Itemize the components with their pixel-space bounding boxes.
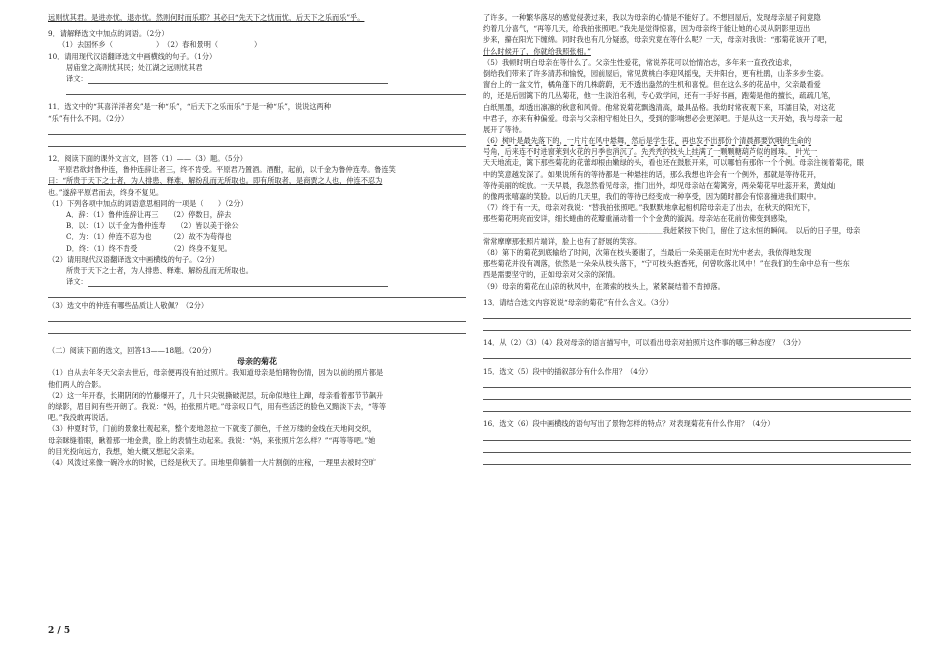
story-line-underlined: 号角，后来连不时进窗莱到火花的月季也消沉了。先秃秃的枝头上挂满了一颗颗糖葫芦似的圆珠。 叶光一	[483, 147, 818, 157]
answer-line[interactable]	[66, 84, 466, 95]
q12-option-b: B．以：（1）以千金为鲁仲连寿 （2）皆以美于徐公	[66, 221, 239, 231]
story-line: 等待美丽的绽放。一天早晨，我忽然看见母亲，推门出外，却见母亲站在菊篱旁，两朵菊花早吐蕊开来，黄灿灿	[483, 180, 836, 190]
story-line: 约着几分喜气，“再等几天，给我拍张照吧。”我先是觉得惊喜，因为母亲终于能让她的心灵从阴影里迈出	[483, 24, 811, 34]
answer-line[interactable]	[48, 124, 466, 135]
q12-sub2-sentence: 所贵于天下之士者，为人排患、释难、解纷乱而无所取也。	[66, 265, 253, 275]
left-column	[48, 12, 466, 468]
story-line: （3）仲夏时节，门前的景象壮观起来，整个麦地忽拉一下就变了颜色，千丝万缕的金线在天地间交织，	[48, 424, 377, 434]
q11-line1: 11．选文中的“其喜洋洋者矣”是一种“乐”，“后天下之乐而乐”于是一种“乐”，说说这两种	[48, 102, 331, 112]
answer-line[interactable]	[483, 377, 911, 388]
q11-line2: “乐”有什么不同。（2分）	[48, 113, 129, 123]
q12-heading: 12．阅读下面的课外文言文，回答（1）——（3）题。（5分）	[48, 154, 247, 164]
answer-line[interactable]	[483, 454, 911, 465]
answer-line[interactable]	[483, 430, 911, 441]
story-line-underlined: （6）树叶是最先落下的，一片片在风中悬舞，然后是学生花，再也发不出那份个清晨都要饮哦的生命的	[483, 136, 812, 146]
q14-heading: 14．从（2）（3）（4）段对母亲的语言描写中，可以看出母亲对拍照片这件事的哪三种态度？（3分）	[483, 338, 806, 348]
story-line: 西是需要坚守的，正如母亲对父亲的深情。	[483, 270, 620, 280]
story-line: 吧。”我没敢再说话。	[48, 413, 113, 423]
q12-option-d: D．终：（1）终不肯受 （2）终身不复见。	[66, 243, 232, 253]
answer-line[interactable]	[483, 442, 911, 453]
q9-heading: 9．请解释选文中加点的词语。（2分）	[48, 29, 169, 39]
story-line: （5）我顿时明白母亲在等什么了。父亲生性爱花，常说养花可以怡情冶志，多年来一直孜孜追求，	[483, 57, 797, 67]
story-line: 的，还是后园篱下的几丛菊花，他一生淡泊名利，专心致学问，还有一手好书画，跑菊是他的擅长，疏疏几笔，	[483, 91, 836, 101]
q10-heading: 10．请用现代汉语翻译选文中画横线的句子。（1分）	[48, 51, 217, 61]
right-column	[483, 12, 911, 466]
story-line: 的绿影，眉目间有些开朗了。我说：“妈，拍张照片吧。”母亲叹口气，用有些活泛的脸色又黯淡下去，“等等	[48, 402, 387, 411]
q12-translation-label: 译文：	[48, 276, 466, 287]
story-line: 倒给我们带来了许多清苏和愉悦，园前屋后，常见黄桃白李迎风摇曳，天井阳台，更有杜鹃，山茶多步生姿。	[483, 68, 829, 78]
passage-tail: 远则忧其君。是进亦忧，退亦忧。然则何时而乐耶？其必曰“先天下之忧而忧，后天下之乐而乐”乎。	[48, 13, 365, 22]
story-line: 的像两张嘻嘉的笑脸。以后的几天里，我们的等待已经变成一种享受，因为随时都会有惊喜撞进我们眼中。	[483, 192, 821, 201]
story-line: 他们两人的合影。	[48, 379, 106, 389]
q12-sub3: （3）选文中的仲连有哪些品质让人敬佩？（2分）	[48, 300, 209, 310]
story-line: （4）风泼过来像一碗冷水的时候，已经是秋天了。田地里仰躺着一大片割倒的庄稼，一理里去被时空旷	[48, 457, 377, 467]
story-line: 展开了等待。	[483, 124, 527, 134]
q12-sub1: （1）下列各项中加点的词语意思相同的一项是（ ）（2分）	[48, 198, 248, 208]
story-line: 那些菊花并没有凋落，依然是一朵朵从枝头落下，“宁可枝头抱香死，何曾吹落北风中！”在我们的生命中总有一些东	[483, 259, 850, 269]
answer-line[interactable]	[483, 401, 911, 412]
page-number: 2 / 5	[48, 626, 71, 636]
q10-translation-label: 译文：	[48, 73, 466, 84]
answer-line[interactable]	[48, 323, 466, 334]
answer-line[interactable]	[48, 287, 466, 298]
story-line: 中的笑意越发深了。如果说所有的等待都是一种悬挂的话，那么我想也许会有一个例外，那就是等待花开，	[483, 169, 821, 179]
story-line: 天天地流走，篱下那些菊花的花蕾却根由嫩绿的头，看也还在鼓胀开来，可以哪怕有那你一个个例。母亲注视着菊花，眼	[483, 158, 864, 168]
q12-text: 也。”遂辞平原君而去，终身不复见。	[48, 187, 164, 197]
story-line: （7）终于有一天，母亲对我说：“替我拍张照吧。”我默默地拿起相机陪母亲走了出去，在秋天的阳光下，	[483, 203, 815, 213]
q15-heading: 15．选文（5）段中的插叙部分有什么作用？（4分）	[483, 366, 653, 376]
q12-sub2: （2）请用现代汉语翻译选文中画横线的句子。（2分）	[48, 254, 219, 264]
story-line: 的目光投向远方，我想，她大概又想起父亲来。	[48, 446, 199, 456]
q12-option-c: C．为：（1）仲连不忍为也 （2）故不为苟得也	[66, 232, 232, 242]
story-line: 窗台上的一盆文竹，橘角蓬下的几株蔚蔚，无不透出盎然的生机和喜悦。但在这么多的花品中，父亲最看爱	[483, 80, 821, 90]
story-line: 了许多。一种繁华落尽的感觉侵袭过来，我以为母亲的心情是不能好了。不想回屋后，发现母亲屋子间竟隐	[483, 13, 821, 22]
story-line: （9）母亲的菊花在山凉的秋风中，在萧索的枝头上，紧紧凝结着不肯掉落。	[483, 281, 725, 291]
q12-text: 平原君欲封鲁仲连，鲁仲连辞让者三，终不肯受。平原君乃置酒。酒酣，起前，以千金为鲁仲连寿。鲁连笑	[58, 165, 396, 175]
story-line: （2）这一年开春，长期阴闭的竹藤爆开了，几十只尖锐撕破泥层，玩命似地往上蹿，母亲看着那节节飙升	[48, 390, 384, 400]
story-line: 步来，攥在阳光下缠绵。同时我也有几分疑惑，母亲究竟在等什么呢？一天，母亲对我说：“那菊花该开了吧，	[483, 35, 832, 45]
story-line: 白纸黑墨，却透出凛凛的秋意和风骨。他常说菊花飘逸清高，最具品格。我幼时常夜观下来，耳濡目染，对这花	[483, 102, 836, 112]
q13-heading: 13．请结合选文内容说说“母亲的菊花”有什么含义。（3分）	[483, 297, 673, 307]
answer-line[interactable]	[483, 308, 911, 319]
story-line: 那些菊花明亮而安详，细长蜷曲的花瓣重涌动着一个个金黄的漩涡。母亲站在花前仿佛变到感染，	[483, 214, 793, 224]
answer-line[interactable]	[483, 348, 911, 359]
story-line: 中君子，亦来有种偏爱。母亲与父亲相守相处日久，受到的影响想必会更深吧。于是从这一天开始，我与母亲一起	[483, 113, 843, 123]
story-title: 母亲的菊花	[237, 356, 277, 367]
q16-heading: 16．选文（6）段中画横线的语句写出了景物怎样的特点？对表现菊花有什么作用？（4分）	[483, 419, 775, 429]
answer-line[interactable]	[48, 311, 466, 322]
answer-line[interactable]	[483, 389, 911, 400]
q9-items: （1）去国怀乡（ ） （2）春和景明（ ）	[58, 40, 262, 50]
story-line: （1）自从去年冬天父亲去世后，母亲便再没有拍过照片。我知道母亲是怕睹物伤情，因为以前的照片都是	[48, 368, 384, 378]
story-line: 什么时候开了，你就给我照张相。”	[483, 46, 591, 56]
answer-line[interactable]	[483, 320, 911, 331]
q10-sentence: 居庙堂之高则忧其民；处江湖之远则忧其君	[66, 62, 203, 72]
story-line: （8）第下的菊花到底输给了时间，次第在枝头萎谢了，当最后一朵美丽走在时光中老去，我依得地发现	[483, 247, 812, 257]
story-line-blank: ＿＿＿＿＿＿＿＿＿＿＿＿＿＿＿＿＿＿＿＿＿＿＿＿＿我赶紧按下快门，留住了这永恒的瞬间。 以后的日子里，母亲	[483, 225, 861, 235]
story-line: 常常摩摩那张照片端详，脸上也有了舒展的笑容。	[483, 236, 642, 246]
story-line: 母亲眯缝着眼，瞅着那一地金黄，脸上的表情生动起来。我说：“妈，来张照片怎么样？”“再等等吧。”她	[48, 435, 376, 445]
q12-option-a: A．辞：（1）鲁仲连辞让再三 （2）停数日，辞去	[66, 210, 232, 219]
q12-text: 曰：“所贵于天下之士者，为人排患、释难、解纷乱而无所取也。即有所取者，是商贾之人也，仲连不忍为	[48, 176, 383, 186]
answer-line[interactable]	[48, 136, 466, 147]
section2-heading: （二）阅读下面的选文，回答13——18题。（20分）	[48, 346, 216, 356]
